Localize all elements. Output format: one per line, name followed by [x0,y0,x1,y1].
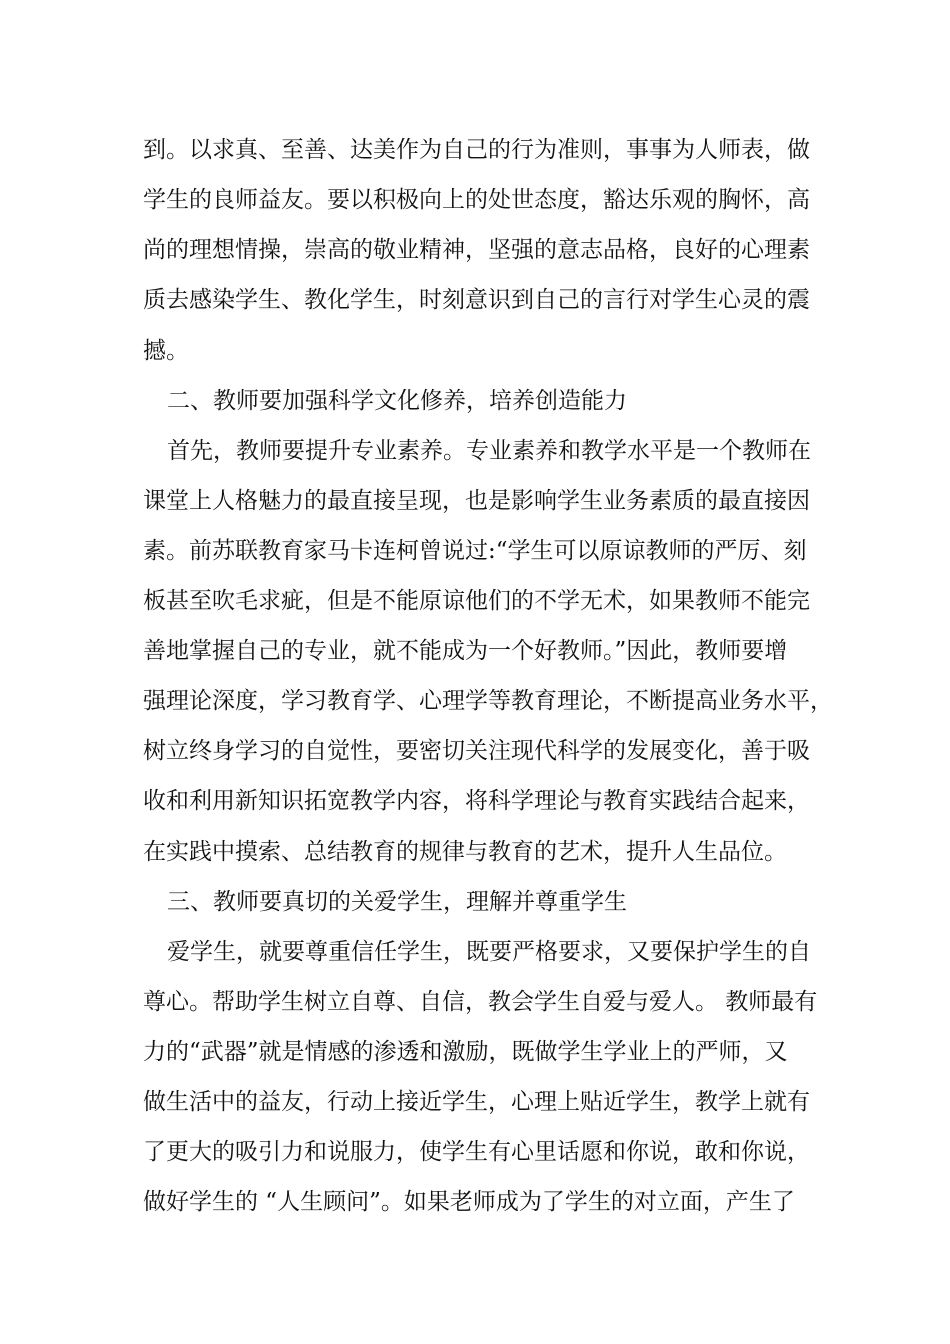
paragraph-line: 做好学生的 “人生顾问”。如果老师成为了学生的对立面，产生了 [143,1189,795,1215]
paragraph-line: 做生活中的益友，行动上接近学生，心理上贴近学生，教学上就有 [143,1089,810,1115]
paragraph-line: 了更大的吸引力和说服力，使学生有心里话愿和你说，敢和你说， [143,1139,810,1165]
paragraph-line: 爱学生，就要尊重信任学生，既要严格要求，又要保护学生的自 [167,939,811,965]
paragraph-line: 强理论深度，学习教育学、心理学等教育理论，不断提高业务水平， [143,688,833,714]
paragraph-line: 尚的理想情操，崇高的敬业精神，坚强的意志品格，良好的心理素 [143,237,810,263]
paragraph-line: 素。前苏联教育家马卡连柯曾说过:“学生可以原谅教师的严厉、刻 [143,538,807,564]
paragraph-line: 学生的良师益友。要以积极向上的处世态度，豁达乐观的胸怀，高 [143,187,810,213]
paragraph-line: 撼。 [143,338,189,364]
paragraph-line: 在实践中摸索、总结教育的规律与教育的艺术，提升人生品位。 [143,839,787,865]
paragraph-line: 收和利用新知识拓宽教学内容，将科学理论与教育实践结合起来， [143,788,810,814]
paragraph-line: 力的“武器”就是情感的渗透和激励，既做学生学业上的严师，又 [143,1039,788,1065]
paragraph-line: 尊心。帮助学生树立自尊、自信，教会学生自爱与爱人。 教师最有 [143,989,818,1015]
paragraph-line: 树立终身学习的自觉性，要密切关注现代科学的发展变化，善于吸 [143,738,810,764]
section-heading: 二、教师要加强科学文化修养，培养创造能力 [167,388,627,414]
paragraph-line: 板甚至吹毛求疵，但是不能原谅他们的不学无术，如果教师不能完 [143,588,810,614]
paragraph-line: 到。以求真、至善、达美作为自己的行为准则，事事为人师表，做 [143,137,810,163]
paragraph-line: 质去感染学生、教化学生，时刻意识到自己的言行对学生心灵的震 [143,287,810,313]
section-heading: 三、教师要真切的关爱学生，理解并尊重学生 [167,889,627,915]
paragraph-line: 首先，教师要提升专业素养。专业素养和教学水平是一个教师在 [167,438,811,464]
paragraph-line: 善地掌握自己的专业，就不能成为一个好教师。”因此，教师要增 [143,638,788,664]
paragraph-line: 课堂上人格魅力的最直接呈现，也是影响学生业务素质的最直接因 [143,488,810,514]
